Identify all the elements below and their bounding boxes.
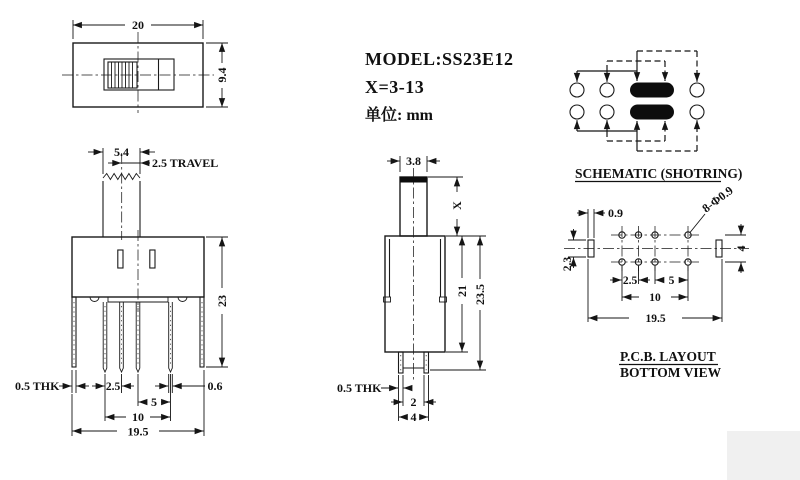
dim-pitch34: 5 (151, 395, 157, 409)
dim-knob-width-side: 3.8 (406, 154, 421, 168)
corner-watermark-area (727, 431, 800, 480)
front-view (15, 145, 229, 439)
dim-span: 10 (132, 410, 144, 424)
dim-slot-length: 2.3 (562, 256, 574, 272)
body-window (118, 250, 123, 268)
dim-travel: 2.5 TRAVEL (152, 156, 219, 170)
body-window (150, 250, 155, 268)
dim-overall-pcb: 19.5 (645, 313, 666, 325)
dim-span-pcb: 10 (649, 292, 661, 304)
dim-top-width: 20 (132, 18, 144, 32)
dim-body-height: 23 (215, 295, 229, 307)
dim-overall-height: 23.5 (473, 284, 487, 305)
dim-top-height: 9.4 (215, 67, 229, 83)
dim-thk-side: 0.5 THK (337, 381, 382, 395)
switch-body-side (385, 236, 445, 352)
unit-label: 单位: mm (365, 107, 433, 124)
x-range: X=3-13 (365, 77, 425, 97)
dim-row-pitch: 4 (734, 245, 748, 252)
model-number: MODEL:SS23E12 (365, 49, 514, 69)
schematic-caption: SCHEMATIC (SHOTRING) (575, 166, 743, 181)
dim-thk: 0.5 THK (15, 379, 60, 393)
shorting-contact-top (630, 83, 674, 98)
dim-knob-width: 5.4 (114, 145, 129, 159)
knob-cap (400, 177, 427, 183)
title-block (365, 49, 514, 124)
pcb-caption: P.C.B. LAYOUT (620, 349, 716, 364)
dim-pitch: 2.5 (105, 381, 121, 393)
shorting-contact-bottom (630, 105, 674, 120)
dim-slot-width: 0.9 (608, 206, 623, 220)
dim-pitch34-pcb: 5 (668, 275, 675, 287)
dim-pin-thk: 0.6 (207, 379, 223, 393)
dim-row-pitch-side: 4 (410, 410, 417, 424)
side-view (337, 154, 487, 424)
slider-knob-outline (104, 59, 174, 90)
top-view (62, 18, 229, 113)
schematic-diagram (570, 51, 742, 182)
pcb-layout (562, 183, 749, 380)
dim-pitch12: 2.5 (622, 275, 638, 287)
dim-body-height-side: 21 (455, 285, 469, 297)
dim-overall: 19.5 (127, 424, 149, 439)
knob-ribs (112, 62, 133, 88)
pcb-caption-view: BOTTOM VIEW (620, 365, 722, 380)
terminal-pins (103, 302, 172, 372)
dim-hole-callout: 8-Φ0.9 (699, 183, 736, 216)
dim-pin-gap: 2 (410, 395, 417, 409)
dim-knob-height: X (450, 201, 464, 210)
